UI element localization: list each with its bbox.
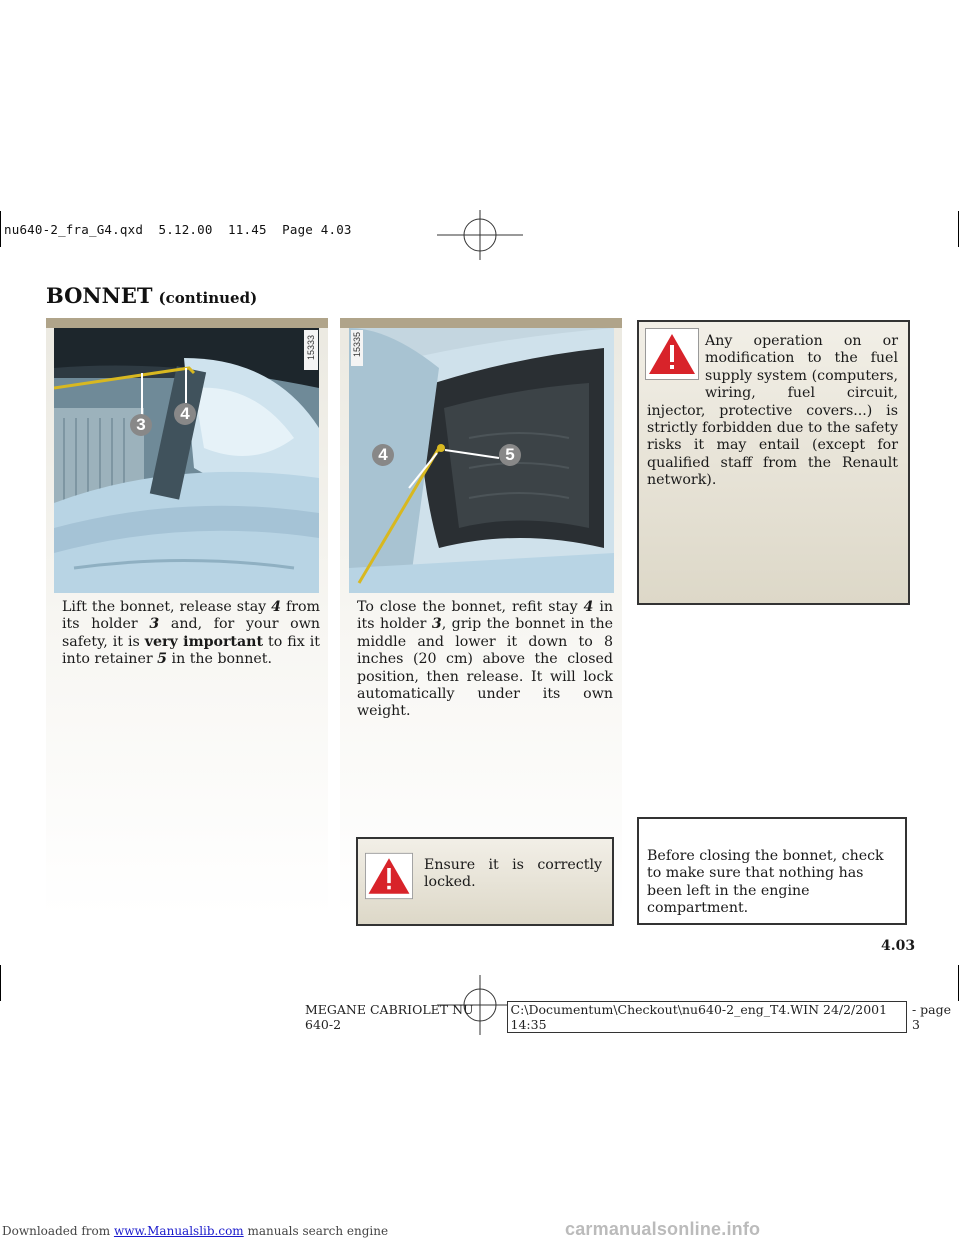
ref-number: 3 (149, 616, 160, 633)
manualslib-link[interactable]: www.Manualslib.com (113, 1224, 244, 1238)
emphasis-text: very important (144, 633, 264, 650)
photo-code-mid: 15335 (352, 332, 362, 358)
footer-path: C:\Documentum\Checkout\nu640-2_eng_T4.WIN 24/2/2001 14:35 (507, 1001, 907, 1033)
fuel-warning-content: Any operation on or modification to the fuel supply system (computers, wiring, fuel circuit, injector, protective covers...) is strictly forbidden due to the safety risks it may entail (except for qualified staff from the Renault network). (647, 333, 898, 489)
left-text-part: and, for your own safety, it is (62, 616, 320, 650)
closing-note-box (637, 817, 907, 925)
fuel-warning-box (637, 320, 910, 605)
mid-text-part: in its holder (357, 599, 613, 633)
title-main: BONNET (46, 283, 153, 308)
icon-spacer (647, 333, 705, 389)
left-text-part: to fix it into retainer (62, 633, 320, 668)
title-sub: (continued) (158, 289, 258, 307)
watermark-logo: carmanualsonline.info (565, 1219, 761, 1239)
page-title (46, 283, 257, 308)
lock-warning-box (356, 837, 614, 926)
left-text-part: Lift the bonnet, release stay (62, 599, 272, 615)
footer (0, 1001, 960, 1033)
left-instructions (62, 599, 320, 669)
middle-column-bar (340, 318, 622, 328)
ref-number: 3 (431, 616, 442, 633)
fuel-warning-text (647, 333, 898, 490)
page-number: 4.03 (881, 938, 916, 954)
footer-page: - page 3 (911, 1002, 952, 1032)
download-suffix: manuals search engine (243, 1224, 389, 1238)
callout-4-mid: 4 (372, 444, 394, 466)
ref-number: 4 (583, 599, 594, 615)
callout-4: 4 (174, 403, 196, 425)
download-line (2, 1224, 388, 1238)
mid-text-part: To close the bonnet, refit stay (357, 599, 584, 615)
ref-number: 5 (157, 651, 168, 668)
footer-model: MEGANE CABRIOLET NU 640-2 (305, 1002, 474, 1032)
callout-3: 3 (130, 414, 152, 436)
download-prefix: Downloaded from (2, 1224, 114, 1238)
ref-number: 4 (271, 599, 282, 615)
crop-mark (0, 965, 1, 1001)
crop-mark (0, 211, 1, 247)
crop-mark (958, 965, 959, 1001)
left-text-part: from its holder (62, 599, 320, 633)
middle-instructions (357, 599, 613, 721)
callout-5: 5 (499, 444, 521, 466)
closing-note-text: Before closing the bonnet, check to make sure that nothing has been left in the engine compartment. (647, 848, 884, 917)
photo-code-left: 15333 (306, 335, 316, 361)
warning-triangle-icon (365, 852, 413, 900)
left-text-part: in the bonnet. (167, 651, 272, 668)
registration-mark-top (437, 210, 523, 260)
mid-text-part: , grip the bonnet in the middle and lower it down to 8 inches (20 cm) above the closed position, then release. It will lock automatically under its own weight. (357, 616, 613, 720)
lock-warning-text: Ensure it is correctly locked. (424, 857, 602, 891)
print-header: nu640-2_fra_G4.qxd 5.12.00 11.45 Page 4.03 (4, 222, 352, 237)
left-column-bar (46, 318, 328, 328)
crop-mark (958, 211, 959, 247)
engine-bay-illustration (54, 328, 319, 593)
